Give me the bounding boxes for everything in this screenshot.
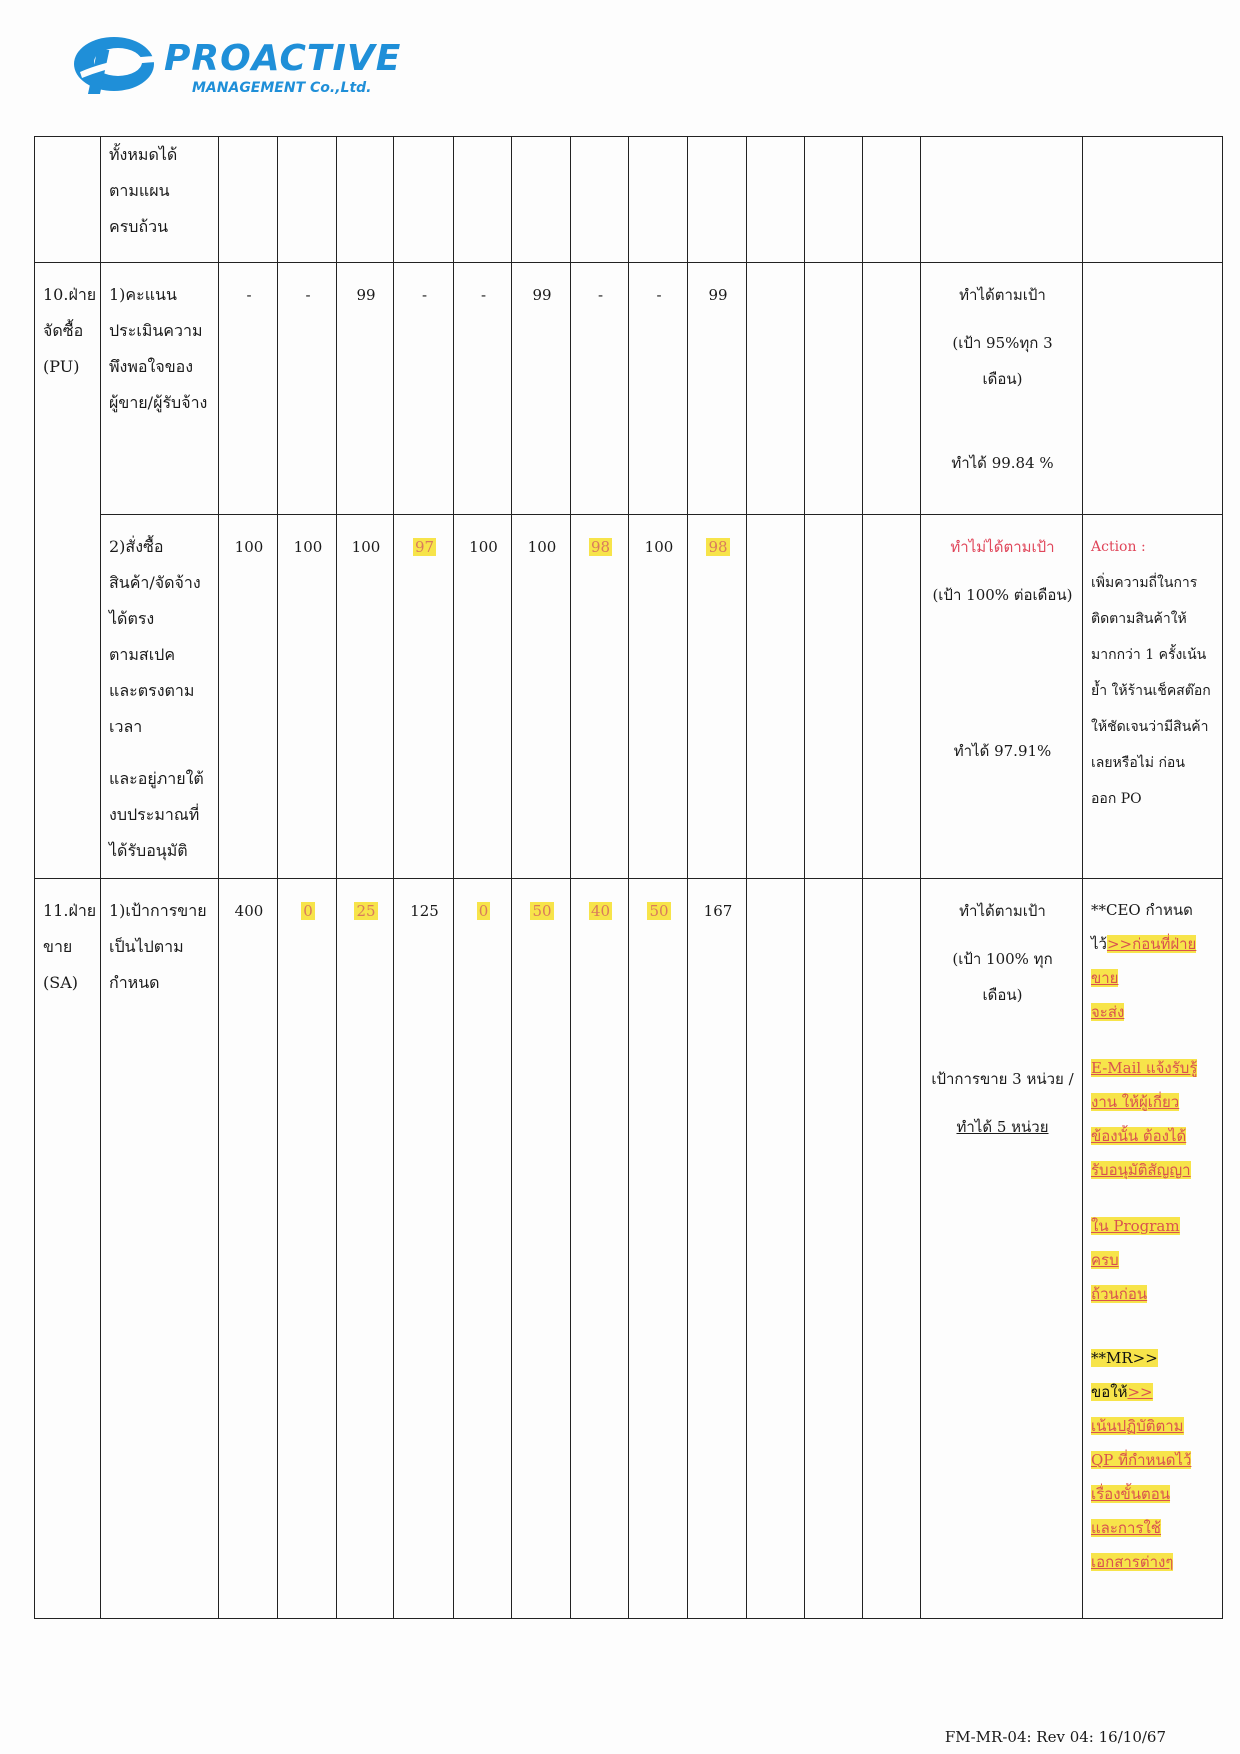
value-cell: - xyxy=(278,263,337,515)
note-line: เรื่องขั้นตอน xyxy=(1091,1485,1171,1503)
value-cell: 99 xyxy=(688,263,747,515)
kpi-line: 1)เป้าการขาย xyxy=(109,901,207,920)
action-line: เลยหรือไม่ ก่อน xyxy=(1091,755,1185,771)
note-line: และการใช้ xyxy=(1091,1519,1161,1537)
value-cell: 100 xyxy=(629,515,688,879)
sales-target: เป้าการขาย 3 หน่วย / xyxy=(931,1070,1074,1088)
value-cell xyxy=(805,263,863,515)
note-line: จะส่ง xyxy=(1091,1003,1125,1021)
result-cell xyxy=(921,879,1083,1619)
result-target: (เป้า 100% ทุก xyxy=(952,950,1053,968)
result-achieved: ทำได้ 97.91% xyxy=(953,742,1052,760)
kpi-line: พึงพอใจของ xyxy=(109,357,194,376)
kpi-line: ประเมินความ xyxy=(109,321,203,340)
value-cell: 125 xyxy=(394,879,454,1619)
note-cell xyxy=(1083,515,1223,879)
dept-line: 10.ฝ่าย xyxy=(43,285,97,304)
kpi-cell xyxy=(101,515,219,879)
value-cell: 97 xyxy=(394,515,454,879)
value-cell: 167 xyxy=(688,879,747,1619)
note-line: ขาย xyxy=(1091,969,1119,987)
note-line: QP ที่กำหนดไว้ xyxy=(1091,1451,1192,1469)
table-row-continued xyxy=(35,137,1223,263)
kpi-line: ตามแผน xyxy=(109,181,170,200)
action-line: เพิ่มความถี่ในการ xyxy=(1091,575,1198,591)
result-target: (เป้า 95%ทุก 3 xyxy=(952,334,1053,352)
company-logo xyxy=(72,28,402,98)
value-cell: 100 xyxy=(454,515,512,879)
table-row-pu-kpi1 xyxy=(35,263,1223,515)
kpi-table xyxy=(34,136,1223,1619)
result-cell xyxy=(921,515,1083,879)
value-cell: 40 xyxy=(571,879,629,1619)
kpi-line: 1)คะแนน xyxy=(109,285,177,304)
result-target-line2: เดือน) xyxy=(982,986,1023,1004)
kpi-line: งบประมาณที่ xyxy=(109,805,200,824)
table-row-pu-kpi2 xyxy=(35,515,1223,879)
note-mr: **MR>> xyxy=(1091,1349,1158,1367)
value-cell: 50 xyxy=(512,879,571,1619)
note-line: เน้นปฏิบัติตาม xyxy=(1091,1417,1184,1435)
value-cell: - xyxy=(454,263,512,515)
note-cell xyxy=(1083,263,1223,515)
note-line: รับอนุมัติสัญญา xyxy=(1091,1161,1191,1179)
value-cell: 100 xyxy=(512,515,571,879)
value-cell: 0 xyxy=(278,879,337,1619)
value-cell: 50 xyxy=(629,879,688,1619)
result-target-line2: เดือน) xyxy=(982,370,1023,388)
dept-cell-sa xyxy=(35,879,101,1619)
value-cell: 100 xyxy=(219,515,278,879)
note-line: E-Mail แจ้งรับรู้ xyxy=(1091,1059,1198,1077)
kpi-line: สินค้า/จัดจ้าง xyxy=(109,573,201,592)
value-cell xyxy=(747,263,805,515)
kpi-line: 2)สั่งซื้อ xyxy=(109,537,164,556)
proactive-logo-icon xyxy=(72,28,162,98)
table-row-sa-kpi1 xyxy=(35,879,1223,1619)
value-cell xyxy=(747,879,805,1619)
value-cell: 25 xyxy=(337,879,394,1619)
logo-subtitle: MANAGEMENT Co.,Ltd. xyxy=(192,80,372,96)
action-title: Action : xyxy=(1091,539,1146,555)
result-status: ทำได้ตามเป้า xyxy=(959,902,1046,920)
sales-achieved: ทำได้ 5 หน่วย xyxy=(956,1118,1049,1136)
note-line: ใน Program xyxy=(1091,1217,1180,1235)
value-cell xyxy=(863,879,921,1619)
action-line: ให้ชัดเจนว่ามีสินค้า xyxy=(1091,719,1209,735)
note-line: เอกสารต่างๆ xyxy=(1091,1553,1174,1571)
dept-cell-pu xyxy=(35,263,101,879)
dept-line: 11.ฝ่าย xyxy=(43,901,97,920)
result-cell xyxy=(921,263,1083,515)
value-cell: - xyxy=(571,263,629,515)
kpi-line: ตามสเปค xyxy=(109,645,176,664)
value-cell: 100 xyxy=(337,515,394,879)
value-cell xyxy=(863,263,921,515)
dept-line: ขาย xyxy=(43,937,73,956)
result-status: ทำไม่ได้ตามเป้า xyxy=(950,538,1055,556)
kpi-line: และอยู่ภายใต้ xyxy=(109,769,204,788)
value-cell xyxy=(805,515,863,879)
action-line: ติดตามสินค้าให้ xyxy=(1091,611,1187,627)
note-line: ครบ xyxy=(1091,1251,1119,1269)
value-cell: 98 xyxy=(571,515,629,879)
result-status: ทำได้ตามเป้า xyxy=(959,286,1046,304)
note-mr-line2: ขอให้>> xyxy=(1091,1383,1153,1401)
value-cell: 99 xyxy=(337,263,394,515)
dept-line: (PU) xyxy=(43,357,80,376)
dept-line: จัดซื้อ xyxy=(43,321,84,340)
value-cell: 400 xyxy=(219,879,278,1619)
kpi-cell xyxy=(101,879,219,1619)
kpi-cell xyxy=(101,137,219,263)
form-code: FM-MR-04: Rev 04: 16/10/67 xyxy=(944,1728,1166,1746)
dept-line: (SA) xyxy=(43,973,78,992)
value-cell: 0 xyxy=(454,879,512,1619)
value-cell: 100 xyxy=(278,515,337,879)
value-cell: - xyxy=(629,263,688,515)
note-ceo-line2: ไว้>>ก่อนที่ฝ่าย xyxy=(1091,935,1197,953)
kpi-line: ได้ตรง xyxy=(109,609,155,628)
logo-name: PROACTIVE xyxy=(164,38,402,79)
kpi-line: เป็นไปตาม xyxy=(109,937,184,956)
action-line: มากกว่า 1 ครั้งเน้น xyxy=(1091,647,1207,663)
note-line: ถ้วนก่อน xyxy=(1091,1285,1148,1303)
kpi-line: ได้รับอนุมัติ xyxy=(109,841,188,860)
kpi-line: ผู้ขาย/ผู้รับจ้าง xyxy=(109,393,208,412)
value-cell: - xyxy=(394,263,454,515)
kpi-line: และตรงตาม xyxy=(109,681,195,700)
note-line: ข้องนั้น ต้องได้ xyxy=(1091,1127,1187,1145)
kpi-line: เวลา xyxy=(109,717,143,736)
result-achieved: ทำได้ 99.84 % xyxy=(951,454,1054,472)
kpi-line: ครบถ้วน xyxy=(109,217,169,236)
value-cell: 99 xyxy=(512,263,571,515)
value-cell: 98 xyxy=(688,515,747,879)
value-cell: - xyxy=(219,263,278,515)
note-ceo: **CEO กำหนด xyxy=(1091,901,1193,919)
action-line: ออก PO xyxy=(1091,791,1142,807)
dept-cell xyxy=(35,137,101,263)
value-cell xyxy=(805,879,863,1619)
value-cell xyxy=(747,515,805,879)
note-line: งาน ให้ผู้เกี่ยว xyxy=(1091,1093,1180,1111)
kpi-line: กำหนด xyxy=(109,973,160,992)
note-cell xyxy=(1083,879,1223,1619)
kpi-cell xyxy=(101,263,219,515)
action-line: ย้ำ ให้ร้านเช็คสต๊อก xyxy=(1091,683,1211,699)
result-target: (เป้า 100% ต่อเดือน) xyxy=(932,586,1073,604)
kpi-line: ทั้งหมดได้ xyxy=(109,145,178,164)
value-cell xyxy=(863,515,921,879)
